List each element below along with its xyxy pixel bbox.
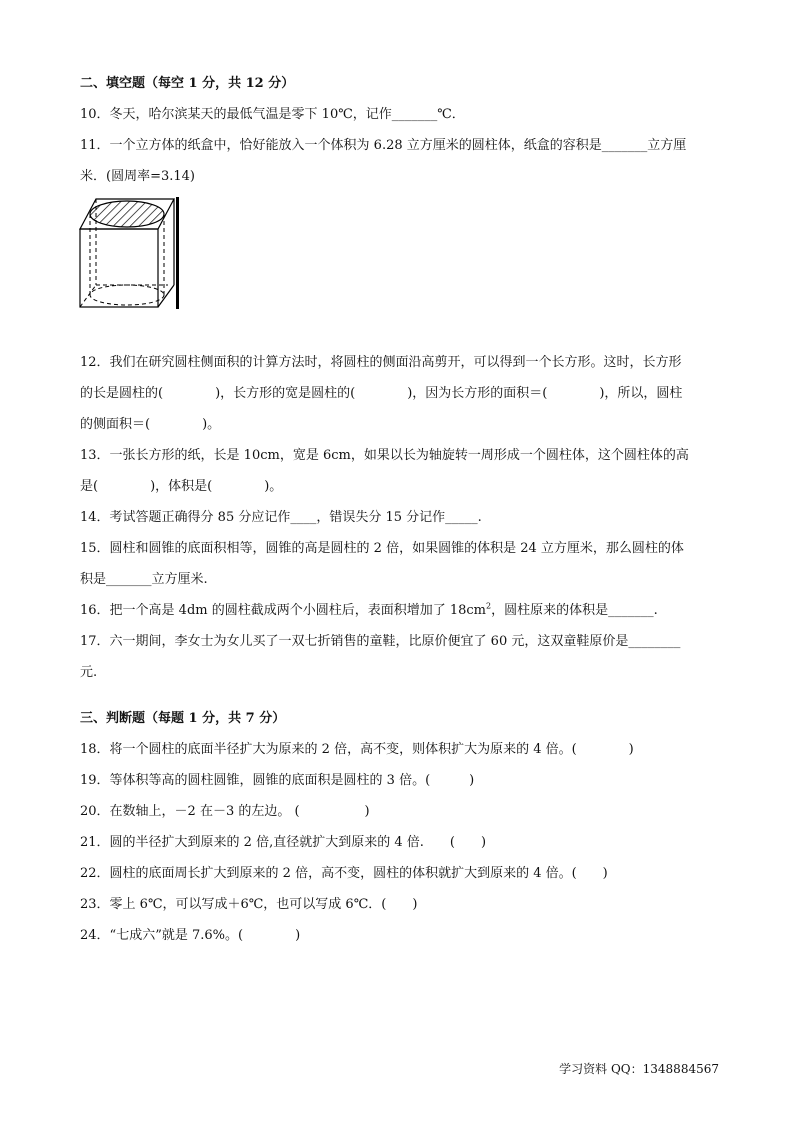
question-19: 19．等体积等高的圆柱圆锥，圆锥的底面积是圆柱的 3 倍。( ) xyxy=(80,773,475,788)
cylinder-in-cube-figure xyxy=(76,195,180,312)
footer-contact: 学习资料 QQ：1348884567 xyxy=(559,1062,719,1076)
question-12-line3: 的侧面积＝( )。 xyxy=(80,417,221,432)
question-20: 20．在数轴上，－2 在－3 的左边。 ( ) xyxy=(80,804,370,819)
question-11-line2: 米．(圆周率=3.14) xyxy=(80,169,195,184)
question-17-line1: 17．六一期间，李女士为女儿买了一双七折销售的童鞋，比原价便宜了 60 元，这双童鞋原价是________ xyxy=(80,634,681,649)
question-16-tail: ，圆柱原来的体积是_______. xyxy=(491,603,658,618)
question-23: 23．零上 6℃，可以写成＋6℃，也可以写成 6℃．( ) xyxy=(80,897,418,912)
question-22: 22．圆柱的底面周长扩大到原来的 2 倍，高不变，圆柱的体积就扩大到原来的 4 倍。( ) xyxy=(80,866,608,881)
section2-heading: 二、填空题（每空 1 分，共 12 分） xyxy=(80,76,295,91)
question-12-line2: 的长是圆柱的( )，长方形的宽是圆柱的( )，因为长方形的面积＝( )，所以，圆柱 xyxy=(80,386,683,401)
question-15-line1: 15．圆柱和圆锥的底面积相等，圆锥的高是圆柱的 2 倍，如果圆锥的体积是 24 立方厘米，那么圆柱的体 xyxy=(80,541,684,556)
section3-heading: 三、判断题（每题 1 分，共 7 分） xyxy=(80,711,286,726)
question-16 xyxy=(80,602,720,620)
question-16-text: 16．把一个高是 4dm 的圆柱截成两个小圆柱后，表面积增加了 18cm xyxy=(80,603,487,618)
question-18: 18．将一个圆柱的底面半径扩大为原来的 2 倍，高不变，则体积扩大为原来的 4 倍。( ) xyxy=(80,742,634,757)
question-11-line1: 11．一个立方体的纸盒中，恰好能放入一个体积为 6.28 立方厘米的圆柱体，纸盒的容积是_______立方厘 xyxy=(80,138,687,153)
question-13-line2: 是( )，体积是( )。 xyxy=(80,479,283,494)
superscript-2: 2 xyxy=(486,602,492,611)
question-13-line1: 13．一张长方形的纸，长是 10cm，宽是 6cm，如果以长为轴旋转一周形成一个圆柱体，这个圆柱体的高 xyxy=(80,448,689,463)
question-15-line2: 积是_______立方厘米. xyxy=(80,572,208,587)
question-24: 24．“七成六”就是 7.6%。( ) xyxy=(80,928,301,943)
question-17-line2: 元. xyxy=(80,665,98,680)
question-14: 14．考试答题正确得分 85 分应记作____，错误失分 15 分记作_____. xyxy=(80,510,482,525)
question-21: 21．圆的半径扩大到原来的 2 倍,直径就扩大到原来的 4 倍. ( ) xyxy=(80,835,487,850)
question-12-line1: 12．我们在研究圆柱侧面积的计算方法时，将圆柱的侧面沿高剪开，可以得到一个长方形。这时，长方形 xyxy=(80,355,682,370)
question-10: 10．冬天，哈尔滨某天的最低气温是零下 10℃，记作_______℃． xyxy=(80,107,465,122)
